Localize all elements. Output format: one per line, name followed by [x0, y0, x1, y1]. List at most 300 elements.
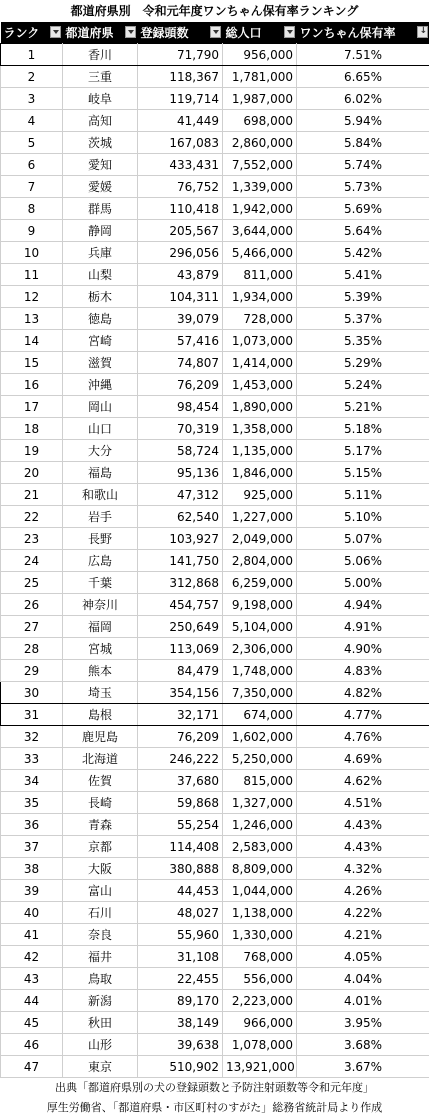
source-note [0, 1078, 429, 1118]
rank-cell[interactable]: 37 [1, 836, 63, 858]
header-prefecture-label: 都道府県 [65, 24, 114, 41]
rate-cell[interactable]: 4.04% [297, 968, 429, 990]
prefecture-cell[interactable]: 静岡 [63, 220, 138, 242]
table-row [1, 308, 429, 330]
registered-cell[interactable]: 84,479 [138, 660, 223, 682]
table-row [1, 374, 429, 396]
rate-cell[interactable]: 4.32% [297, 858, 429, 880]
rate-cell[interactable]: 5.18% [297, 418, 429, 440]
registered-cell[interactable]: 38,149 [138, 1012, 223, 1034]
rate-cell[interactable]: 6.65% [297, 66, 429, 88]
population-cell[interactable]: 768,000 [223, 946, 297, 968]
prefecture-cell[interactable]: 岐阜 [63, 88, 138, 110]
table-row [1, 264, 429, 286]
prefecture-cell[interactable]: 青森 [63, 814, 138, 836]
filter-dropdown-icon[interactable] [210, 26, 221, 38]
table-row [1, 902, 429, 924]
population-cell[interactable]: 728,000 [223, 308, 297, 330]
rate-cell[interactable]: 4.94% [297, 594, 429, 616]
table-row [1, 1012, 429, 1034]
population-cell[interactable]: 1,748,000 [223, 660, 297, 682]
table-row [1, 572, 429, 594]
source-line-1: 出典「都道府県別の犬の登録頭数と予防注射頭数等令和元年度」 [0, 1078, 429, 1098]
table-row [1, 770, 429, 792]
registered-cell[interactable]: 296,056 [138, 242, 223, 264]
registered-cell[interactable]: 167,083 [138, 132, 223, 154]
registered-cell[interactable]: 76,209 [138, 374, 223, 396]
prefecture-cell[interactable]: 島根 [63, 704, 138, 726]
prefecture-cell[interactable]: 佐賀 [63, 770, 138, 792]
rate-cell[interactable]: 5.00% [297, 572, 429, 594]
table-row [1, 880, 429, 902]
registered-cell[interactable]: 103,927 [138, 528, 223, 550]
rate-cell[interactable]: 4.83% [297, 660, 429, 682]
prefecture-cell[interactable]: 兵庫 [63, 242, 138, 264]
rate-cell[interactable]: 4.51% [297, 792, 429, 814]
rate-cell[interactable]: 5.69% [297, 198, 429, 220]
prefecture-cell[interactable]: 愛知 [63, 154, 138, 176]
rank-cell[interactable]: 35 [1, 792, 63, 814]
rate-cell[interactable]: 4.62% [297, 770, 429, 792]
rank-cell[interactable]: 3 [1, 88, 63, 110]
prefecture-cell[interactable]: 熊本 [63, 660, 138, 682]
rank-cell[interactable]: 4 [1, 110, 63, 132]
population-cell[interactable]: 1,330,000 [223, 924, 297, 946]
population-cell[interactable]: 1,327,000 [223, 792, 297, 814]
rank-cell[interactable]: 20 [1, 462, 63, 484]
rate-cell[interactable]: 5.39% [297, 286, 429, 308]
rank-cell[interactable]: 12 [1, 286, 63, 308]
filter-dropdown-icon[interactable] [284, 26, 295, 38]
population-cell[interactable]: 956,000 [223, 44, 297, 66]
prefecture-cell[interactable]: 鹿児島 [63, 726, 138, 748]
prefecture-cell[interactable]: 山形 [63, 1034, 138, 1056]
registered-cell[interactable]: 48,027 [138, 902, 223, 924]
rank-cell[interactable]: 23 [1, 528, 63, 550]
table-row [1, 396, 429, 418]
rate-cell[interactable]: 6.02% [297, 88, 429, 110]
registered-cell[interactable]: 118,367 [138, 66, 223, 88]
prefecture-cell[interactable]: 愛媛 [63, 176, 138, 198]
sort-descending-icon[interactable] [417, 26, 428, 38]
population-cell[interactable]: 1,453,000 [223, 374, 297, 396]
prefecture-cell[interactable]: 秋田 [63, 1012, 138, 1034]
population-cell[interactable]: 1,044,000 [223, 880, 297, 902]
header-rank [1, 22, 63, 44]
prefecture-cell[interactable]: 福岡 [63, 616, 138, 638]
table-row [1, 176, 429, 198]
table-row [1, 1056, 429, 1078]
registered-cell[interactable]: 104,311 [138, 286, 223, 308]
table-row [1, 946, 429, 968]
rate-cell[interactable]: 5.21% [297, 396, 429, 418]
population-cell[interactable]: 2,583,000 [223, 836, 297, 858]
rank-cell[interactable]: 28 [1, 638, 63, 660]
table-row [1, 594, 429, 616]
registered-cell[interactable]: 454,757 [138, 594, 223, 616]
population-cell[interactable]: 1,227,000 [223, 506, 297, 528]
table-row [1, 132, 429, 154]
rank-cell[interactable]: 9 [1, 220, 63, 242]
rank-cell[interactable]: 29 [1, 660, 63, 682]
registered-cell[interactable]: 39,638 [138, 1034, 223, 1056]
registered-cell[interactable]: 312,868 [138, 572, 223, 594]
prefecture-cell[interactable]: 長崎 [63, 792, 138, 814]
rate-cell[interactable]: 4.05% [297, 946, 429, 968]
prefecture-cell[interactable]: 福井 [63, 946, 138, 968]
prefecture-cell[interactable]: 長野 [63, 528, 138, 550]
rank-cell[interactable]: 7 [1, 176, 63, 198]
registered-cell[interactable]: 44,453 [138, 880, 223, 902]
rank-cell[interactable]: 2 [1, 66, 63, 88]
population-cell[interactable]: 925,000 [223, 484, 297, 506]
registered-cell[interactable]: 71,790 [138, 44, 223, 66]
registered-cell[interactable]: 43,879 [138, 264, 223, 286]
population-cell[interactable]: 3,644,000 [223, 220, 297, 242]
table-row [1, 462, 429, 484]
table-row [1, 154, 429, 176]
prefecture-cell[interactable]: 千葉 [63, 572, 138, 594]
prefecture-cell[interactable]: 岩手 [63, 506, 138, 528]
population-cell[interactable]: 1,358,000 [223, 418, 297, 440]
registered-cell[interactable]: 250,649 [138, 616, 223, 638]
rate-cell[interactable]: 4.43% [297, 814, 429, 836]
table-row [1, 484, 429, 506]
rank-cell[interactable]: 31 [1, 704, 63, 726]
rate-cell[interactable]: 4.82% [297, 682, 429, 704]
rate-cell[interactable]: 5.10% [297, 506, 429, 528]
rate-cell[interactable]: 7.51% [297, 44, 429, 66]
population-cell[interactable]: 2,306,000 [223, 638, 297, 660]
population-cell[interactable]: 13,921,000 [223, 1056, 297, 1078]
rank-cell[interactable]: 16 [1, 374, 63, 396]
prefecture-cell[interactable]: 和歌山 [63, 484, 138, 506]
population-cell[interactable]: 698,000 [223, 110, 297, 132]
rank-cell[interactable]: 17 [1, 396, 63, 418]
population-cell[interactable]: 1,934,000 [223, 286, 297, 308]
registered-cell[interactable]: 89,170 [138, 990, 223, 1012]
table-row [1, 814, 429, 836]
rate-cell[interactable]: 5.24% [297, 374, 429, 396]
table-body [1, 44, 429, 1078]
rate-cell[interactable]: 5.84% [297, 132, 429, 154]
population-cell[interactable]: 2,860,000 [223, 132, 297, 154]
table-row [1, 66, 429, 88]
rate-cell[interactable]: 5.37% [297, 308, 429, 330]
registered-cell[interactable]: 113,069 [138, 638, 223, 660]
header-prefecture [63, 22, 138, 44]
rate-cell[interactable]: 5.15% [297, 462, 429, 484]
table-row [1, 924, 429, 946]
rank-cell[interactable]: 36 [1, 814, 63, 836]
population-cell[interactable]: 6,259,000 [223, 572, 297, 594]
population-cell[interactable]: 1,339,000 [223, 176, 297, 198]
population-cell[interactable]: 8,809,000 [223, 858, 297, 880]
table-row [1, 726, 429, 748]
registered-cell[interactable]: 70,319 [138, 418, 223, 440]
rank-cell[interactable]: 46 [1, 1034, 63, 1056]
registered-cell[interactable]: 55,960 [138, 924, 223, 946]
rate-cell[interactable]: 5.07% [297, 528, 429, 550]
registered-cell[interactable]: 39,079 [138, 308, 223, 330]
rate-cell[interactable]: 5.74% [297, 154, 429, 176]
registered-cell[interactable]: 205,567 [138, 220, 223, 242]
registered-cell[interactable]: 98,454 [138, 396, 223, 418]
rate-cell[interactable]: 4.90% [297, 638, 429, 660]
rank-cell[interactable]: 24 [1, 550, 63, 572]
registered-cell[interactable]: 59,868 [138, 792, 223, 814]
rate-cell[interactable]: 4.43% [297, 836, 429, 858]
header-rank-label: ランク [3, 24, 40, 41]
prefecture-cell[interactable]: 京都 [63, 836, 138, 858]
registered-cell[interactable]: 95,136 [138, 462, 223, 484]
registered-cell[interactable]: 141,750 [138, 550, 223, 572]
registered-cell[interactable]: 510,902 [138, 1056, 223, 1078]
rank-cell[interactable]: 42 [1, 946, 63, 968]
population-cell[interactable]: 1,890,000 [223, 396, 297, 418]
table-row [1, 418, 429, 440]
rank-cell[interactable]: 21 [1, 484, 63, 506]
filter-dropdown-icon[interactable] [125, 26, 136, 38]
rank-cell[interactable]: 25 [1, 572, 63, 594]
table-row [1, 242, 429, 264]
registered-cell[interactable]: 37,680 [138, 770, 223, 792]
prefecture-cell[interactable]: 岡山 [63, 396, 138, 418]
prefecture-cell[interactable]: 鳥取 [63, 968, 138, 990]
population-cell[interactable]: 815,000 [223, 770, 297, 792]
rank-cell[interactable]: 44 [1, 990, 63, 1012]
population-cell[interactable]: 1,414,000 [223, 352, 297, 374]
table-row [1, 528, 429, 550]
rate-cell[interactable]: 5.41% [297, 264, 429, 286]
registered-cell[interactable]: 380,888 [138, 858, 223, 880]
population-cell[interactable]: 966,000 [223, 1012, 297, 1034]
rank-cell[interactable]: 6 [1, 154, 63, 176]
population-cell[interactable]: 1,942,000 [223, 198, 297, 220]
ranking-table [0, 22, 429, 1078]
registered-cell[interactable]: 22,455 [138, 968, 223, 990]
prefecture-cell[interactable]: 三重 [63, 66, 138, 88]
registered-cell[interactable]: 119,714 [138, 88, 223, 110]
table-row [1, 968, 429, 990]
registered-cell[interactable]: 41,449 [138, 110, 223, 132]
prefecture-cell[interactable]: 広島 [63, 550, 138, 572]
rate-cell[interactable]: 3.68% [297, 1034, 429, 1056]
population-cell[interactable]: 5,104,000 [223, 616, 297, 638]
population-cell[interactable]: 5,466,000 [223, 242, 297, 264]
table-row [1, 1034, 429, 1056]
population-cell[interactable]: 1,078,000 [223, 1034, 297, 1056]
table-row [1, 286, 429, 308]
rate-cell[interactable]: 5.42% [297, 242, 429, 264]
rank-cell[interactable]: 30 [1, 682, 63, 704]
rank-cell[interactable]: 18 [1, 418, 63, 440]
prefecture-cell[interactable]: 奈良 [63, 924, 138, 946]
table-row [1, 638, 429, 660]
table-row [1, 550, 429, 572]
table-row [1, 440, 429, 462]
prefecture-cell[interactable]: 石川 [63, 902, 138, 924]
header-rate-label: ワンちゃん保有率 [299, 24, 396, 41]
registered-cell[interactable]: 55,254 [138, 814, 223, 836]
prefecture-cell[interactable]: 埼玉 [63, 682, 138, 704]
rank-cell[interactable]: 32 [1, 726, 63, 748]
rate-cell[interactable]: 4.21% [297, 924, 429, 946]
rank-cell[interactable]: 15 [1, 352, 63, 374]
rank-cell[interactable]: 34 [1, 770, 63, 792]
rank-cell[interactable]: 45 [1, 1012, 63, 1034]
prefecture-cell[interactable]: 山口 [63, 418, 138, 440]
rank-cell[interactable]: 22 [1, 506, 63, 528]
population-cell[interactable]: 1,135,000 [223, 440, 297, 462]
source-line-2: 厚生労働省、「都道府県・市区町村のすがた」総務省統計局より作成 [0, 1098, 429, 1118]
prefecture-cell[interactable]: 群馬 [63, 198, 138, 220]
rank-cell[interactable]: 1 [1, 44, 63, 66]
population-cell[interactable]: 1,987,000 [223, 88, 297, 110]
rate-cell[interactable]: 5.73% [297, 176, 429, 198]
rate-cell[interactable]: 3.95% [297, 1012, 429, 1034]
registered-cell[interactable]: 57,416 [138, 330, 223, 352]
table-row [1, 198, 429, 220]
rate-cell[interactable]: 4.01% [297, 990, 429, 1012]
population-cell[interactable]: 2,223,000 [223, 990, 297, 1012]
registered-cell[interactable]: 76,209 [138, 726, 223, 748]
rank-cell[interactable]: 27 [1, 616, 63, 638]
registered-cell[interactable]: 110,418 [138, 198, 223, 220]
table-row [1, 660, 429, 682]
registered-cell[interactable]: 433,431 [138, 154, 223, 176]
rank-cell[interactable]: 8 [1, 198, 63, 220]
population-cell[interactable]: 2,804,000 [223, 550, 297, 572]
rank-cell[interactable]: 14 [1, 330, 63, 352]
registered-cell[interactable]: 76,752 [138, 176, 223, 198]
header-registered-label: 登録頭数 [140, 24, 189, 41]
prefecture-cell[interactable]: 福島 [63, 462, 138, 484]
table-row [1, 44, 429, 66]
population-cell[interactable]: 5,250,000 [223, 748, 297, 770]
rate-cell[interactable]: 5.17% [297, 440, 429, 462]
prefecture-cell[interactable]: 茨城 [63, 132, 138, 154]
table-row [1, 682, 429, 704]
rank-cell[interactable]: 39 [1, 880, 63, 902]
prefecture-cell[interactable]: 滋賀 [63, 352, 138, 374]
rank-cell[interactable]: 19 [1, 440, 63, 462]
table-row [1, 792, 429, 814]
table-row [1, 858, 429, 880]
rate-cell[interactable]: 4.69% [297, 748, 429, 770]
rank-cell[interactable]: 40 [1, 902, 63, 924]
table-row [1, 352, 429, 374]
registered-cell[interactable]: 58,724 [138, 440, 223, 462]
population-cell[interactable]: 1,246,000 [223, 814, 297, 836]
prefecture-cell[interactable]: 宮城 [63, 638, 138, 660]
rank-cell[interactable]: 33 [1, 748, 63, 770]
prefecture-cell[interactable]: 高知 [63, 110, 138, 132]
prefecture-cell[interactable]: 大阪 [63, 858, 138, 880]
prefecture-cell[interactable]: 神奈川 [63, 594, 138, 616]
registered-cell[interactable]: 354,156 [138, 682, 223, 704]
prefecture-cell[interactable]: 宮崎 [63, 330, 138, 352]
table-row [1, 616, 429, 638]
population-cell[interactable]: 1,846,000 [223, 462, 297, 484]
population-cell[interactable]: 1,138,000 [223, 902, 297, 924]
registered-cell[interactable]: 246,222 [138, 748, 223, 770]
registered-cell[interactable]: 62,540 [138, 506, 223, 528]
population-cell[interactable]: 811,000 [223, 264, 297, 286]
rate-cell[interactable]: 5.64% [297, 220, 429, 242]
table-title: 都道府県別 令和元年度ワンちゃん保有率ランキング [0, 0, 429, 22]
population-cell[interactable]: 7,350,000 [223, 682, 297, 704]
rate-cell[interactable]: 4.22% [297, 902, 429, 924]
rate-cell[interactable]: 4.76% [297, 726, 429, 748]
rank-cell[interactable]: 11 [1, 264, 63, 286]
table-row [1, 330, 429, 352]
rank-cell[interactable]: 43 [1, 968, 63, 990]
rank-cell[interactable]: 38 [1, 858, 63, 880]
population-cell[interactable]: 674,000 [223, 704, 297, 726]
rate-cell[interactable]: 5.11% [297, 484, 429, 506]
rank-cell[interactable]: 47 [1, 1056, 63, 1078]
rank-cell[interactable]: 41 [1, 924, 63, 946]
table-row [1, 748, 429, 770]
rate-cell[interactable]: 5.06% [297, 550, 429, 572]
registered-cell[interactable]: 31,108 [138, 946, 223, 968]
prefecture-cell[interactable]: 富山 [63, 880, 138, 902]
registered-cell[interactable]: 47,312 [138, 484, 223, 506]
population-cell[interactable]: 1,073,000 [223, 330, 297, 352]
header-rate [297, 22, 429, 44]
population-cell[interactable]: 7,552,000 [223, 154, 297, 176]
population-cell[interactable]: 1,781,000 [223, 66, 297, 88]
rate-cell[interactable]: 5.35% [297, 330, 429, 352]
rate-cell[interactable]: 4.77% [297, 704, 429, 726]
registered-cell[interactable]: 32,171 [138, 704, 223, 726]
table-row [1, 220, 429, 242]
rank-cell[interactable]: 26 [1, 594, 63, 616]
rate-cell[interactable]: 4.26% [297, 880, 429, 902]
registered-cell[interactable]: 114,408 [138, 836, 223, 858]
table-row [1, 990, 429, 1012]
table-row [1, 836, 429, 858]
header-row [1, 22, 429, 44]
prefecture-cell[interactable]: 東京 [63, 1056, 138, 1078]
prefecture-cell[interactable]: 沖縄 [63, 374, 138, 396]
rate-cell[interactable]: 3.67% [297, 1056, 429, 1078]
population-cell[interactable]: 2,049,000 [223, 528, 297, 550]
prefecture-cell[interactable]: 大分 [63, 440, 138, 462]
rate-cell[interactable]: 5.29% [297, 352, 429, 374]
prefecture-cell[interactable]: 香川 [63, 44, 138, 66]
prefecture-cell[interactable]: 徳島 [63, 308, 138, 330]
rank-cell[interactable]: 5 [1, 132, 63, 154]
filter-dropdown-icon[interactable] [50, 26, 61, 38]
header-registered [138, 22, 223, 44]
prefecture-cell[interactable]: 山梨 [63, 264, 138, 286]
prefecture-cell[interactable]: 新潟 [63, 990, 138, 1012]
rate-cell[interactable]: 5.94% [297, 110, 429, 132]
population-cell[interactable]: 1,602,000 [223, 726, 297, 748]
population-cell[interactable]: 556,000 [223, 968, 297, 990]
registered-cell[interactable]: 74,807 [138, 352, 223, 374]
table-row [1, 704, 429, 726]
prefecture-cell[interactable]: 北海道 [63, 748, 138, 770]
rank-cell[interactable]: 13 [1, 308, 63, 330]
population-cell[interactable]: 9,198,000 [223, 594, 297, 616]
table-row [1, 88, 429, 110]
prefecture-cell[interactable]: 栃木 [63, 286, 138, 308]
rank-cell[interactable]: 10 [1, 242, 63, 264]
rate-cell[interactable]: 4.91% [297, 616, 429, 638]
